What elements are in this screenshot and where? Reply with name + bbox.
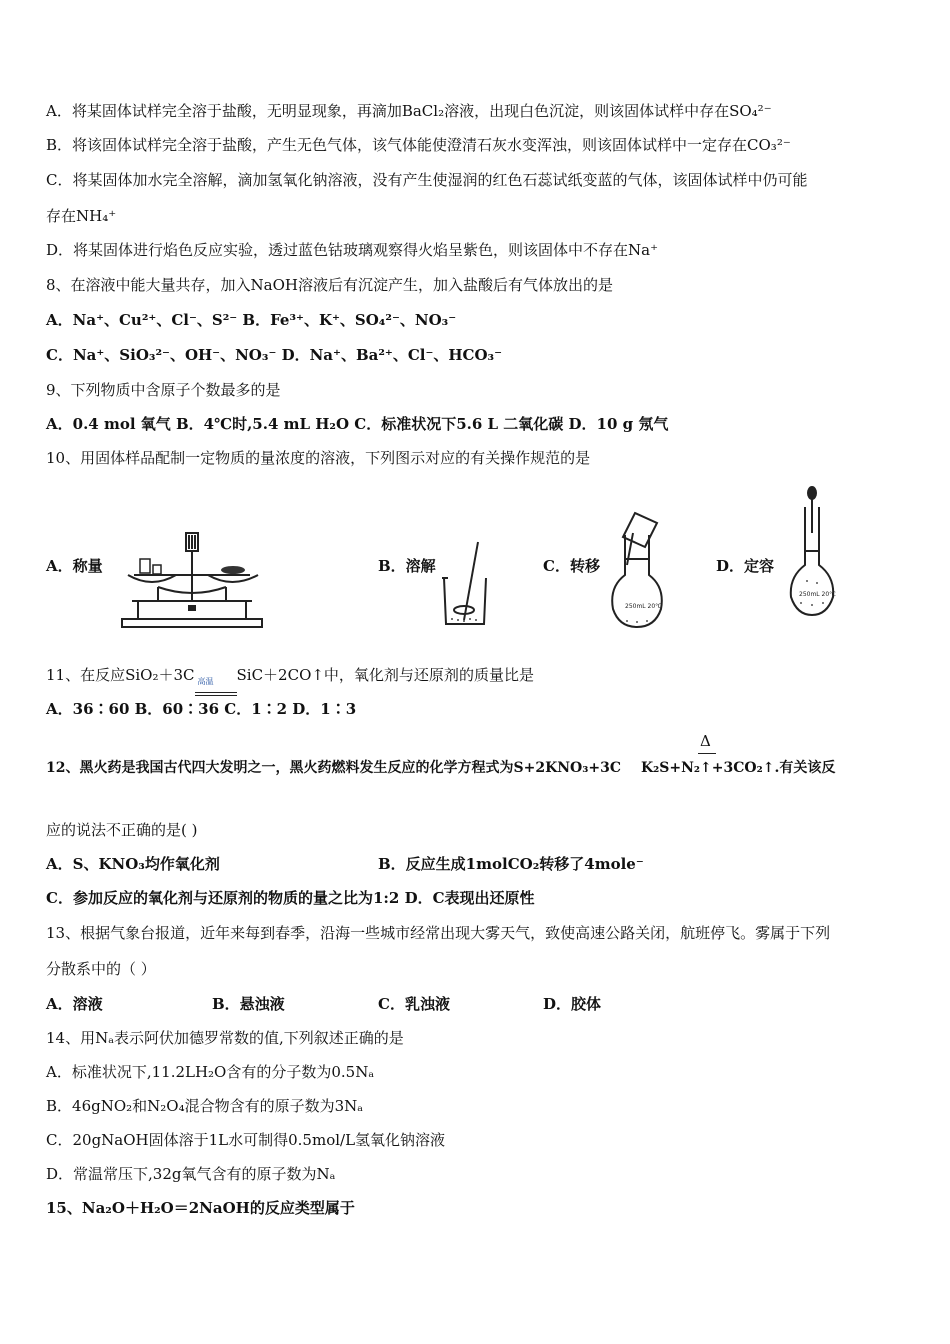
flask-c-label: 250mL 20℃ bbox=[625, 603, 662, 610]
flask-transfer-figure bbox=[605, 505, 675, 630]
q10-option-a-label: A．称量 bbox=[46, 557, 103, 575]
beaker-dissolve-figure bbox=[440, 540, 490, 628]
q12-delta: Δ bbox=[700, 732, 711, 750]
q7-option-a: A．将某固体试样完全溶于盐酸，无明显现象，再滴加BaCl₂溶液，出现白色沉淀，则该固体试样中存在SO₄²⁻ bbox=[46, 102, 772, 120]
q9-stem: 9、下列物质中含原子个数最多的是 bbox=[46, 381, 281, 399]
q11-stem-post: SiC＋2CO↑中，氧化剂与还原剂的质量比是 bbox=[236, 666, 534, 684]
q7-option-c-line1: C．将某固体加水完全溶解，滴加氢氧化钠溶液，没有产生使湿润的红色石蕊试纸变蓝的气体，该固体试样中仍可能 bbox=[46, 171, 808, 189]
q13-option-c: C．乳浊液 bbox=[378, 995, 450, 1013]
q12-option-b: B．反应生成1molCO₂转移了4mole⁻ bbox=[378, 855, 644, 873]
q15-stem: 15、Na₂O＋H₂O＝2NaOH的反应类型属于 bbox=[46, 1199, 355, 1217]
q14-option-a: A．标准状况下,11.2LH₂O含有的分子数为0.5Nₐ bbox=[46, 1063, 375, 1081]
q12-stem-post: K₂S+N₂↑+3CO₂↑.有关该反 bbox=[640, 760, 836, 776]
q8-stem: 8、在溶液中能大量共存，加入NaOH溶液后有沉淀产生，加入盐酸后有气体放出的是 bbox=[46, 276, 613, 294]
q12-stem-line1 bbox=[46, 758, 835, 778]
q13-option-a: A．溶液 bbox=[46, 995, 103, 1013]
q14-stem: 14、用Nₐ表示阿伏加德罗常数的值,下列叙述正确的是 bbox=[46, 1029, 404, 1047]
q12-stem-pre: 12、黑火药是我国古代四大发明之一，黑火药燃料发生反应的化学方程式为S+2KNO₃+3C bbox=[46, 760, 621, 776]
q8-options-ab: A．Na⁺、Cu²⁺、Cl⁻、S²⁻ B．Fe³⁺、K⁺、SO₄²⁻、NO₃⁻ bbox=[46, 311, 457, 329]
q11-stem bbox=[46, 665, 534, 685]
q12-stem-line2: 应的说法不正确的是( ) bbox=[46, 821, 198, 839]
q14-option-b: B．46gNO₂和N₂O₄混合物含有的原子数为3Nₐ bbox=[46, 1097, 364, 1115]
q10-option-c-label: C．转移 bbox=[543, 557, 600, 575]
q11-stem-pre: 11、在反应SiO₂＋3C bbox=[46, 666, 195, 684]
q11-condition: 高温 bbox=[197, 677, 214, 686]
q14-option-c: C．20gNaOH固体溶于1L水可制得0.5mol/L氢氧化钠溶液 bbox=[46, 1131, 446, 1149]
q10-option-d-label: D．定容 bbox=[716, 557, 775, 575]
q10-option-b-label: B．溶解 bbox=[378, 557, 436, 575]
q7-option-c-line2: 存在NH₄⁺ bbox=[46, 207, 117, 225]
q10-stem: 10、用固体样品配制一定物质的量浓度的溶液，下列图示对应的有关操作规范的是 bbox=[46, 449, 591, 467]
balance-scale-figure bbox=[118, 525, 268, 631]
q8-options-cd: C．Na⁺、SiO₃²⁻、OH⁻、NO₃⁻ D．Na⁺、Ba²⁺、Cl⁻、HCO₃⁻ bbox=[46, 346, 503, 364]
q13-stem-line2: 分散系中的（ ） bbox=[46, 960, 156, 978]
q12-option-a: A．S、KNO₃均作氧化剂 bbox=[46, 855, 220, 873]
q13-stem-line1: 13、根据气象台报道，近年来每到春季，沿海一些城市经常出现大雾天气，致使高速公路关闭，航班停飞。雾属于下列 bbox=[46, 924, 831, 942]
q13-option-b: B．悬浊液 bbox=[212, 995, 285, 1013]
flask-dropper-figure bbox=[785, 485, 845, 620]
q7-option-b: B．将该固体试样完全溶于盐酸，产生无色气体，该气体能使澄清石灰水变浑浊，则该固体试样中一定存在CO₃²⁻ bbox=[46, 136, 791, 154]
flask-d-label: 250mL 20℃ bbox=[799, 591, 836, 598]
q14-option-d: D．常温常压下,32g氧气含有的原子数为Nₐ bbox=[46, 1165, 336, 1183]
q11-options: A．36∶60 B．60∶36 C．1∶2 D．1∶3 bbox=[46, 700, 357, 718]
q12-arrow-line bbox=[698, 753, 716, 754]
q7-option-d: D．将某固体进行焰色反应实验，透过蓝色钴玻璃观察得火焰呈紫色，则该固体中不存在Na⁺ bbox=[46, 241, 659, 259]
q9-options: A．0.4 mol 氧气 B．4℃时,5.4 mL H₂O C．标准状况下5.6 L 二氧化碳 D．10 g 氖气 bbox=[46, 415, 669, 433]
q12-options-cd: C．参加反应的氧化剂与还原剂的物质的量之比为1:2 D．C表现出还原性 bbox=[46, 889, 535, 907]
q13-option-d: D．胶体 bbox=[543, 995, 602, 1013]
